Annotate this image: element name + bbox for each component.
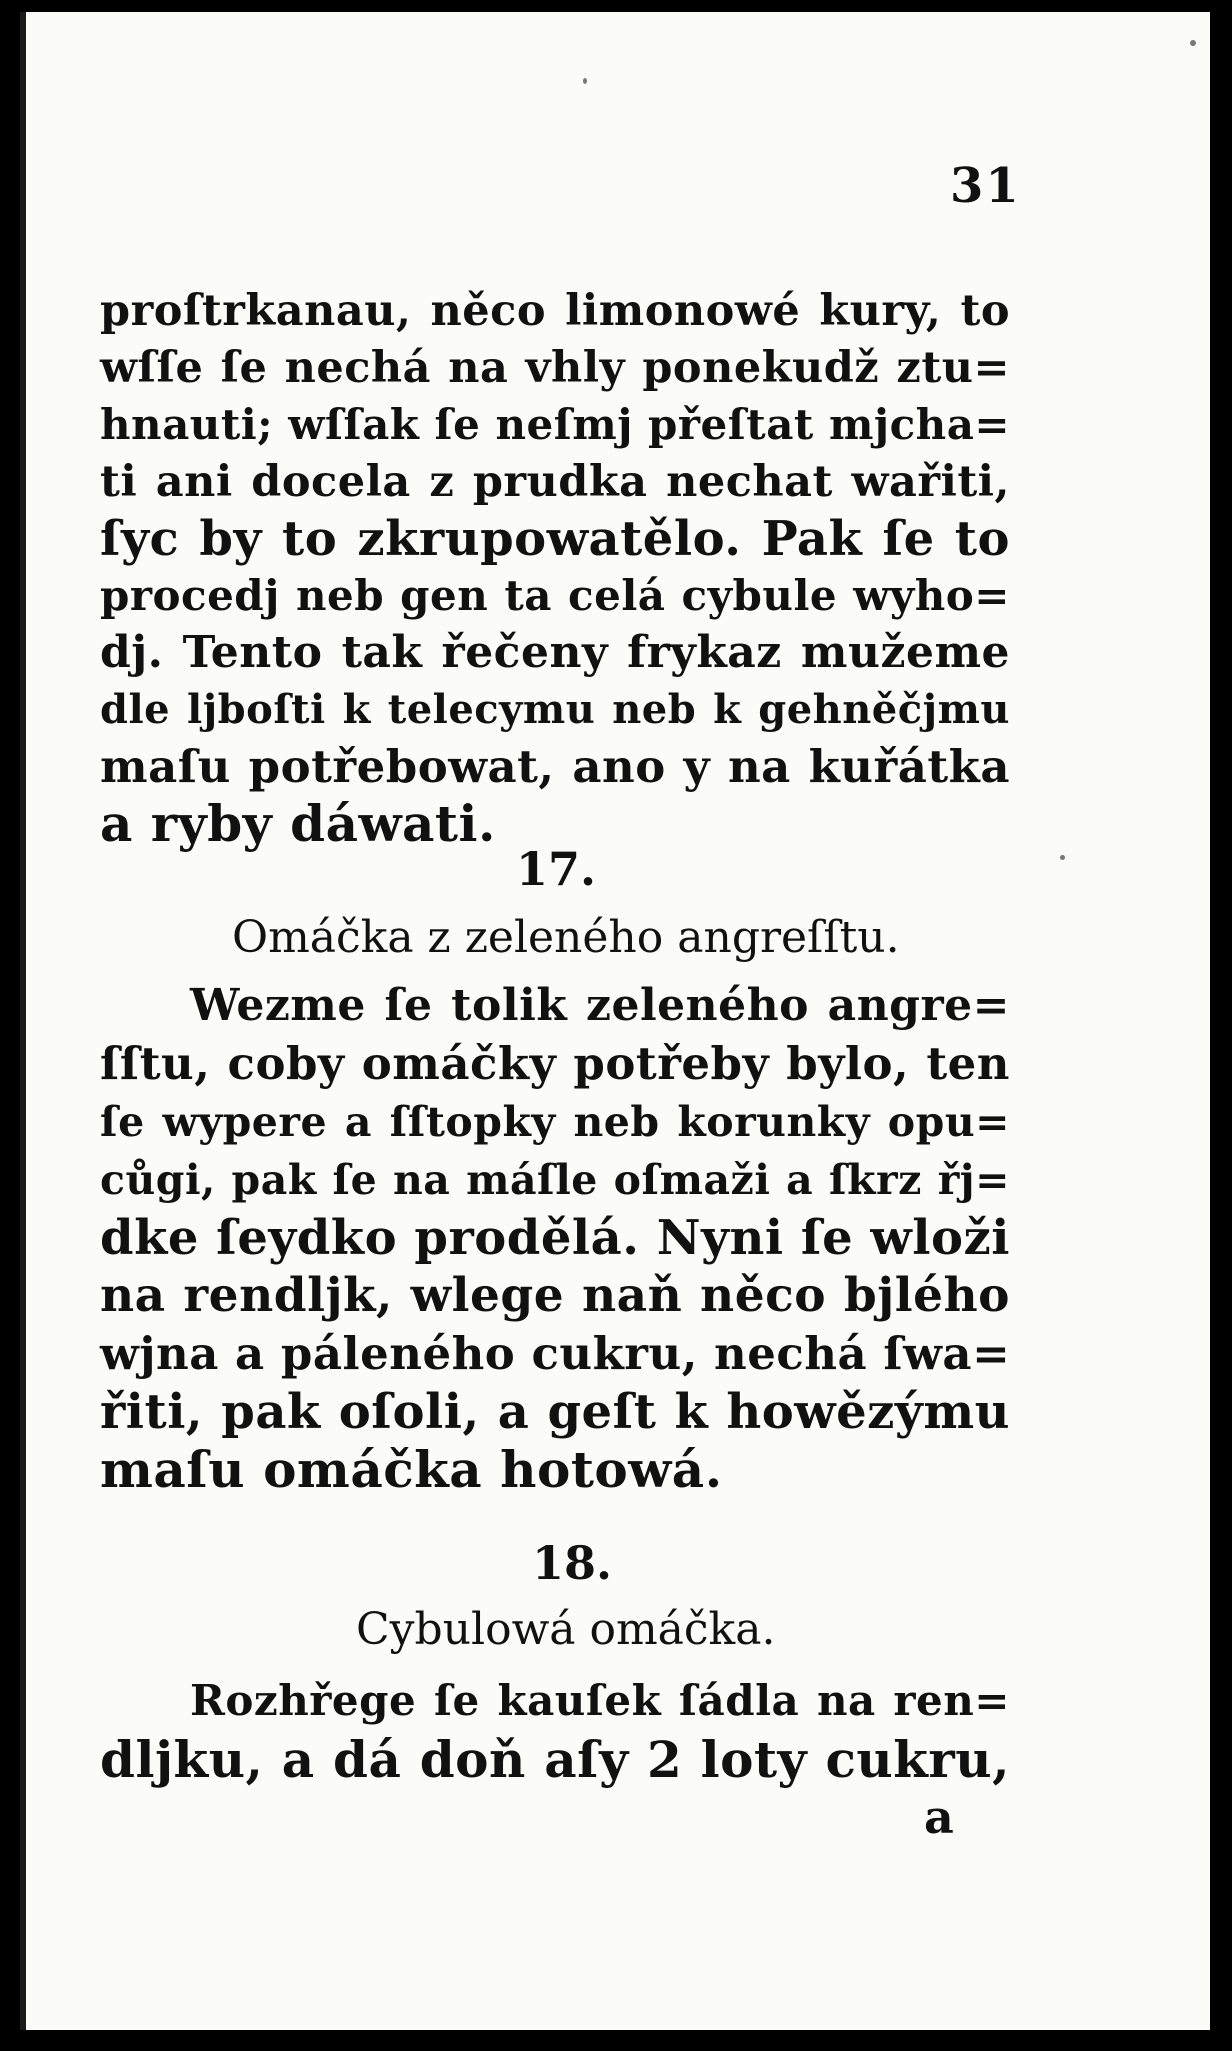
- text-line: dke ſeydko prodělá. Nyni ſe wloži: [100, 1210, 1010, 1266]
- paper-speck: [1190, 40, 1196, 46]
- text-line: wjna a páleného cukru, nechá ſwa=: [100, 1327, 1011, 1380]
- text-line: proſtrkanau, něco limonowé kury, to: [100, 286, 1010, 336]
- text-line: dj. Tento tak řečeny frykaz mužeme: [100, 627, 1010, 678]
- text-line: ſyc by to zkrupowatělo. Pak ſe to: [100, 511, 1010, 567]
- text-line: Wezme ſe tolik zeleného angre=: [190, 980, 1010, 1031]
- text-line: dle ljboſti k telecymu neb k gehněčjmu: [100, 686, 1010, 733]
- page-number: 31: [950, 158, 1021, 214]
- text-line: na rendljk, wlege naň něco bjlého: [100, 1268, 1010, 1323]
- section-number: 17.: [516, 842, 597, 896]
- text-line: wſſe ſe nechá na vhly ponekudž ztu=: [100, 343, 1010, 393]
- text-line: ſe wypere a ſſtopky neb korunky opu=: [100, 1098, 1010, 1146]
- section-title: Omáčka z zeleného angreſſtu.: [232, 912, 900, 963]
- catchword: a: [924, 1790, 954, 1844]
- text-line: procedj neb gen ta celá cybule wyho=: [100, 571, 1010, 620]
- text-line: cůgi, pak ſe na máſle oſmaži a ſkrz řj=: [100, 1156, 1010, 1204]
- text-line: maſu potřebowat, ano y na kuřátka: [100, 740, 1010, 793]
- text-line: ti ani docela z prudka nechat wařiti,: [100, 457, 1010, 507]
- text-line: hnauti; wſſak ſe neſmj přeſtat mjcha=: [100, 400, 1011, 449]
- text-line: maſu omáčka hotowá.: [100, 1440, 723, 1499]
- section-number: 18.: [532, 1536, 613, 1590]
- text-line: Rozhřege ſe kauſek ſádla na ren=: [190, 1676, 1010, 1725]
- page-edge-rule: [20, 12, 26, 2030]
- text-line: řiti, pak oſoli, a geſt k howězýmu: [100, 1384, 1010, 1440]
- paper-speck: [1060, 855, 1065, 860]
- section-title: Cybulowá omáčka.: [356, 1604, 776, 1655]
- text-line: a ryby dáwati.: [100, 794, 496, 853]
- text-line: ſſtu, coby omáčky potřeby bylo, ten: [100, 1037, 1010, 1090]
- text-line: dljku, a dá doň aſy 2 loty cukru,: [100, 1730, 1010, 1789]
- paper-speck: [583, 78, 587, 84]
